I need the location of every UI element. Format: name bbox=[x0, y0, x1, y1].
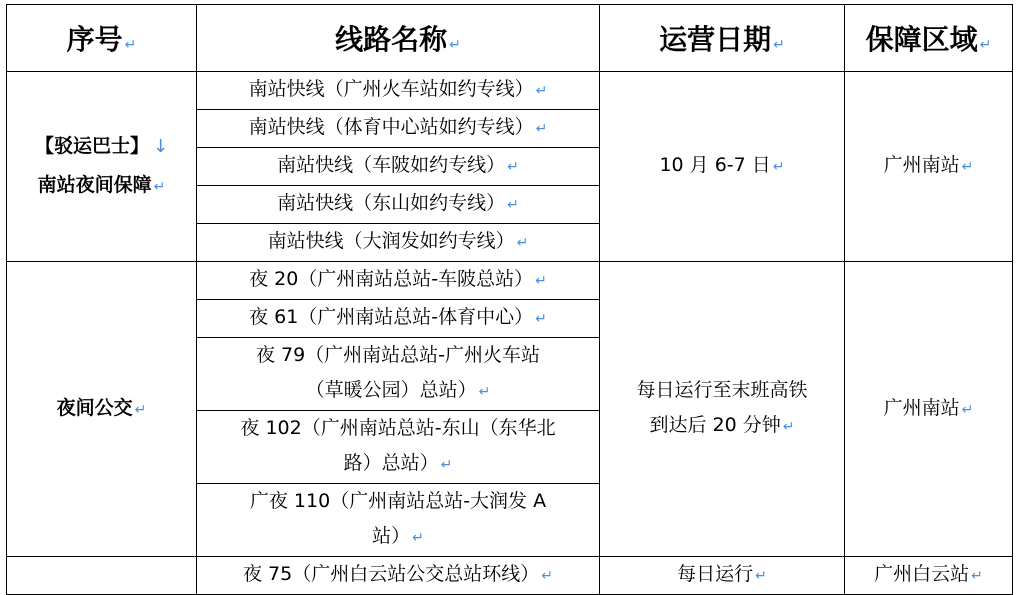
group1-date: 10 月 6-7 日 ↵ bbox=[600, 72, 845, 262]
header-operating-date: 运营日期 ↵ bbox=[600, 5, 845, 72]
table-row bbox=[7, 557, 1013, 595]
last-date: 每日运行 ↵ bbox=[600, 557, 845, 595]
route-cell: 夜 102（广州南站总站-东山（东华北 路）总站） ↵ bbox=[197, 411, 600, 484]
header-row bbox=[7, 5, 1013, 72]
route-cell: 南站快线（广州火车站如约专线） ↵ bbox=[197, 72, 600, 110]
route-cell: 南站快线（大润发如约专线） ↵ bbox=[197, 224, 600, 262]
route-cell: 夜 20（广州南站总站-车陂总站） ↵ bbox=[197, 262, 600, 300]
header-service-area: 保障区域 ↵ bbox=[845, 5, 1013, 72]
group2-label: 夜间公交 ↵ bbox=[7, 262, 197, 557]
table-row bbox=[7, 72, 1013, 110]
route-cell: 南站快线（车陂如约专线） ↵ bbox=[197, 148, 600, 186]
table-row bbox=[7, 262, 1013, 300]
empty-index-cell bbox=[7, 557, 197, 595]
last-area: 广州白云站 ↵ bbox=[845, 557, 1013, 595]
group1-label: 【驳运巴士】 ↓ 南站夜间保障 ↵ bbox=[7, 72, 197, 262]
group2-date: 每日运行至末班高铁 到达后 20 分钟 ↵ bbox=[600, 262, 845, 557]
route-cell: 广夜 110（广州南站总站-大润发 A 站） ↵ bbox=[197, 484, 600, 557]
route-cell: 南站快线（体育中心站如约专线） ↵ bbox=[197, 110, 600, 148]
header-index: 序号 ↵ bbox=[7, 5, 197, 72]
group1-area: 广州南站 ↵ bbox=[845, 72, 1013, 262]
route-cell: 夜 79（广州南站总站-广州火车站 （草暖公园）总站） ↵ bbox=[197, 338, 600, 411]
route-cell: 南站快线（东山如约专线） ↵ bbox=[197, 186, 600, 224]
route-table bbox=[6, 4, 1013, 595]
route-cell: 夜 61（广州南站总站-体育中心） ↵ bbox=[197, 300, 600, 338]
header-route-name: 线路名称 ↵ bbox=[197, 5, 600, 72]
route-cell: 夜 75（广州白云站公交总站环线） ↵ bbox=[197, 557, 600, 595]
group2-area: 广州南站 ↵ bbox=[845, 262, 1013, 557]
